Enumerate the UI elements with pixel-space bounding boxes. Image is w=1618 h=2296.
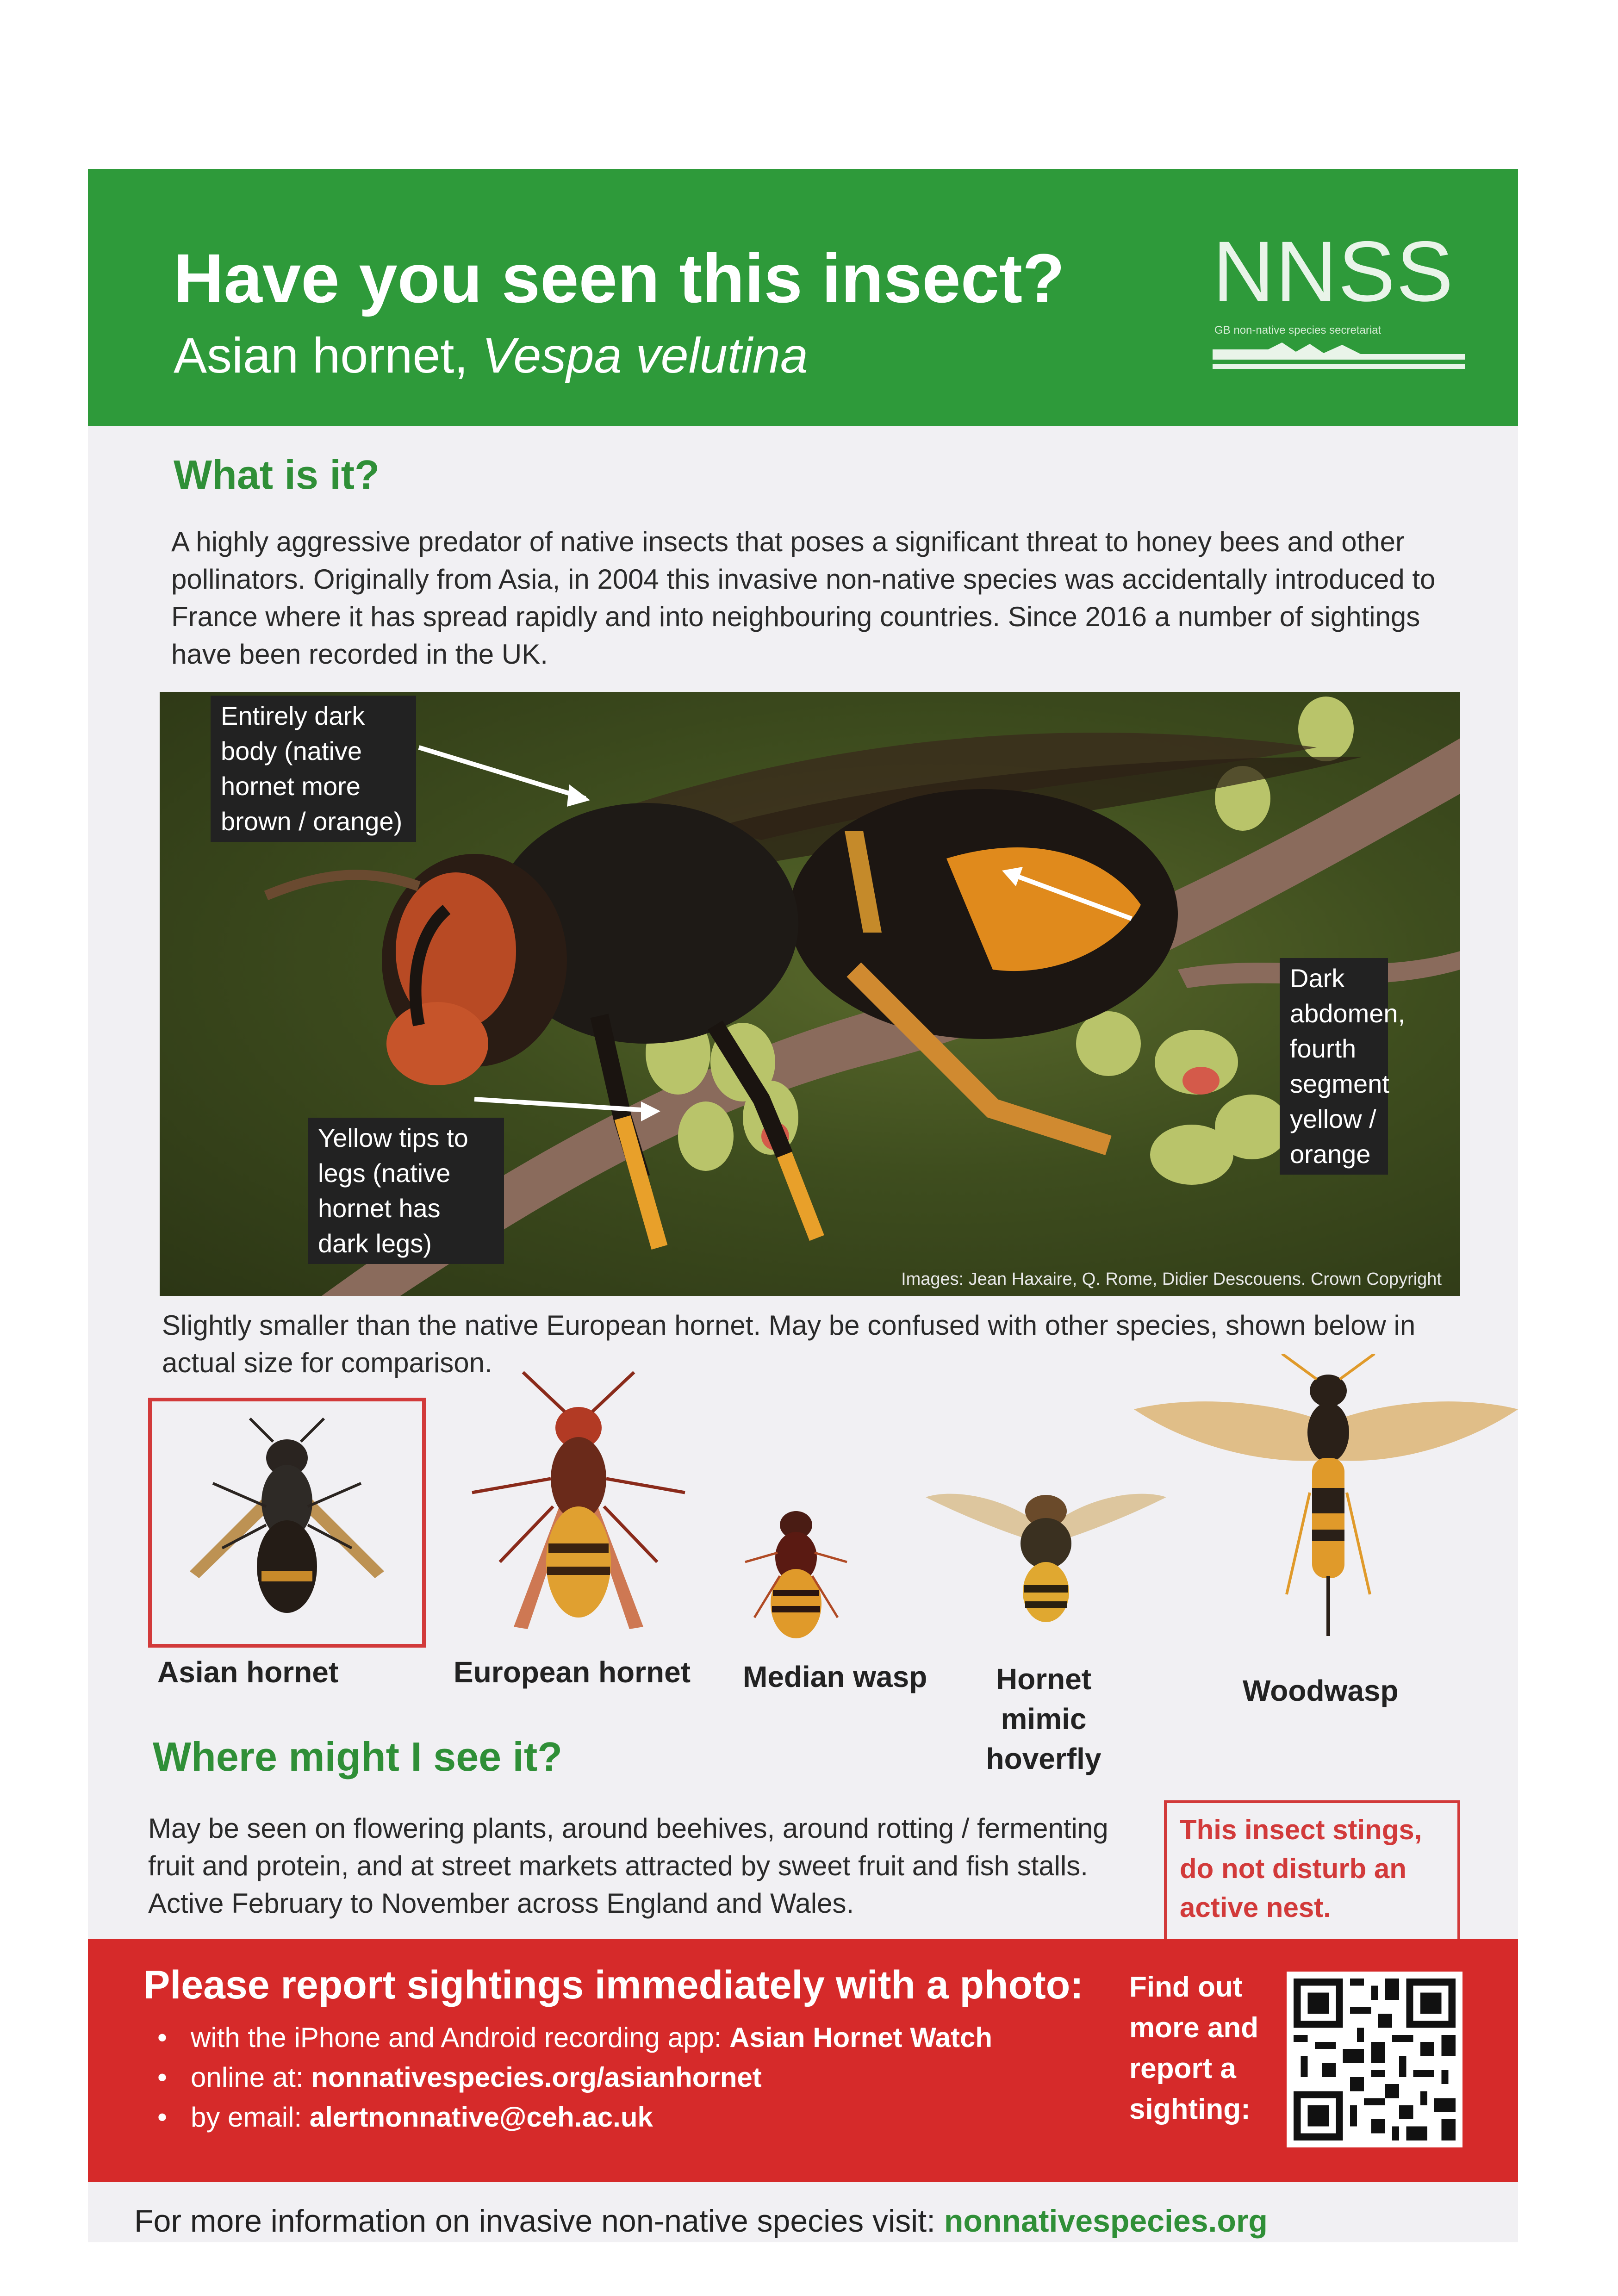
report-url-link[interactable]: nonnativespecies.org/asianhornet — [311, 2062, 762, 2093]
report-item-prefix: with the iPhone and Android recording app: — [191, 2022, 730, 2053]
footer-line — [134, 2203, 1268, 2239]
hornet-mimic-hoverfly-image — [926, 1479, 1166, 1631]
callout-yellow-legs: Yellow tips to legs (native hornet has dark legs) — [308, 1118, 504, 1264]
callout-dark-body: Entirely dark body (native hornet more brown / orange) — [211, 696, 416, 842]
logo-text: NNSS — [1213, 224, 1454, 319]
median-wasp-image — [736, 1502, 856, 1641]
report-email-link[interactable]: alertnonnative@ceh.ac.uk — [309, 2102, 653, 2133]
footer-link[interactable]: nonnativespecies.org — [944, 2203, 1268, 2239]
app-name: Asian Hornet Watch — [729, 2022, 992, 2053]
qr-code-icon[interactable] — [1287, 1972, 1462, 2147]
report-title: Please report sightings immediately with a photo: — [143, 1963, 1083, 2007]
header-banner — [88, 169, 1518, 426]
logo-wave-icon — [1213, 340, 1465, 373]
scientific-name: Vespa velutina — [482, 327, 808, 383]
logo-subtext: GB non-native species secretariat — [1214, 324, 1382, 336]
report-item-email — [157, 2097, 992, 2137]
label-median-wasp: Median wasp — [743, 1660, 927, 1693]
label-woodwasp: Woodwasp — [1243, 1674, 1399, 1707]
report-item-prefix: online at: — [191, 2062, 311, 2093]
asian-hornet-image — [162, 1414, 412, 1636]
report-item-app — [157, 2018, 992, 2058]
where-heading: Where might I see it? — [153, 1734, 563, 1780]
hornet-photo — [160, 692, 1460, 1296]
what-heading: What is it? — [174, 452, 380, 498]
callout-dark-abdomen: Dark abdomen, fourth segment yellow / orange — [1280, 958, 1388, 1175]
report-item-online — [157, 2058, 992, 2097]
european-hornet-image — [458, 1368, 699, 1645]
report-list — [157, 2018, 992, 2137]
photo-credit: Images: Jean Haxaire, Q. Rome, Didier Descouens. Crown Copyright — [901, 1269, 1442, 1289]
report-section — [88, 1939, 1518, 2182]
report-item-prefix: by email: — [191, 2102, 310, 2133]
footer-text: For more information on invasive non-native species visit: — [134, 2203, 944, 2239]
what-text: A highly aggressive predator of native insects that poses a significant threat to honey bees and other pollinators. Originally from Asia, in 2004 this invasive non-native species was accidentally introduced to France where it has spread rapidly and into neighbouring countries. Since 2016 a number of sightings have been recorded in the UK. — [171, 526, 1436, 670]
page-subtitle — [174, 326, 808, 384]
common-name: Asian hornet, — [174, 327, 482, 383]
poster — [88, 169, 1518, 2242]
label-asian-hornet: Asian hornet — [157, 1655, 339, 1689]
woodwasp-image — [1134, 1354, 1518, 1650]
page-title: Have you seen this insect? — [174, 239, 1065, 317]
nnss-logo — [1213, 224, 1472, 382]
find-out-text: Find out more and report a sighting: — [1129, 1971, 1259, 2125]
comparison-text: Slightly smaller than the native European hornet. May be confused with other species, shown below in actual size for comparison. — [162, 1310, 1416, 1378]
sting-warning-box — [1164, 1800, 1460, 1944]
label-european-hornet: European hornet — [454, 1655, 691, 1689]
label-hornet-mimic-hoverfly: Hornet mimic hoverfly — [986, 1662, 1101, 1775]
sting-warning-text: This insect stings, do not disturb an active nest. — [1180, 1814, 1422, 1923]
where-text: May be seen on flowering plants, around beehives, around rotting / fermenting fruit and protein, and at street markets attracted by sweet fruit and fish stalls. Active February to November across England and Wales. — [148, 1813, 1108, 1919]
